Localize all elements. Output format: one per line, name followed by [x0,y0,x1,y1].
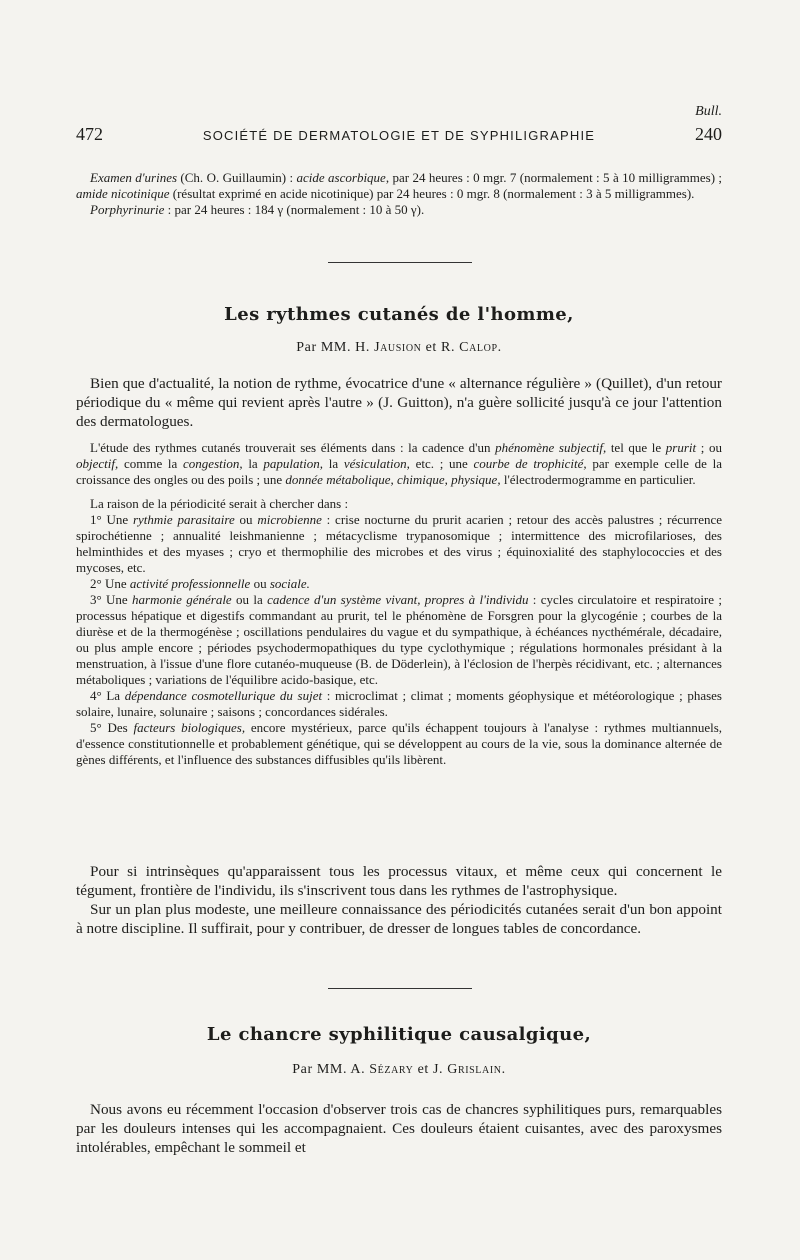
list-item: 2° Une activité professionnelle ou sociale. [90,576,310,591]
body-paragraph: L'étude des rythmes cutanés trouverait ses éléments dans : la cadence d'un phénomène subjectif, tel que le prurit ; ou objectif, comme la congestion, la papulation, la vésiculation, etc. ; une courbe de trophicité, par exemple celle de la croissance des ongles ou des poils ; une donnée métabolique, chimique, physique, l'électrodermogramme en particulier. [76,440,723,487]
body-paragraph: Nous avons eu récemment l'occasion d'observer trois cas de chancres syphilitiques purs, remarquables par les douleurs intenses qui les accompagnaient. Ces douleurs étaient cuisantes, avec des paroxysmes intolérables, empêchant le sommeil et [76,1101,722,1156]
article-body-small [76,440,722,768]
body-paragraph: La raison de la périodicité serait à chercher dans : [90,496,349,511]
list-item: 1° Une rythmie parasitaire ou microbienne : crise nocturne du prurit acarien ; retour des accès palustres ; récurrence spirochétienne ; annualité leishmanienne ; métacyclisme trypanosomique ; intermittence des microfilarioses, des helminthides et des myases ; cryo et thermophilie des microbes et des virus ; équinoxialité des staphylococcies et des mycoses, etc. [76,512,723,575]
page-number-left: 472 [76,124,103,144]
article-body [76,1100,722,1157]
intro-paragraph: Bien que d'actualité, la notion de rythme, évocatrice d'une « alternance régulière » (Quillet), d'un retour périodique du « même qui revient après l'autre » (J. Guitton), n'a guère sollicité jusqu'à ce jour l'attention des dermatologues. [76,375,722,430]
article-intro [76,374,722,431]
running-head [76,124,722,148]
page-number-right: 240 [695,124,722,144]
article-authors: Par MM. A. Sézary et J. Grislain. [292,1062,506,1077]
list-item: 4° La dépendance cosmotellurique du sujet : microclimat ; climat ; moments géophysique et météorologique ; phases solaire, lunaire, solunaire ; saisons ; concordances sidérales. [76,688,722,719]
article-title: Le chancre syphilitique causalgique, [206,1024,592,1045]
previous-article-notes [76,170,722,218]
urine-exam-paragraph: Examen d'urines (Ch. O. Guillaumin) : acide ascorbique, par 24 heures : 0 mgr. 7 (normalement : 5 à 10 milligrammes) ; amide nicotinique (résultat exprimé en acide nicotinique) par 24 heures : 0 mgr. 8 (normalement : 3 à 5 milligrammes). [76,170,723,201]
list-item: 5° Des facteurs biologiques, encore mystérieux, parce qu'ils échappent toujours à l'analyse : rythmes multiannuels, d'essence constitutionnelle et probablement génétique, qui se développent au cours de la vie, sous la dominance alternée de gènes différents, et l'influence des substances diffusibles qu'ils libèrent. [76,720,723,767]
porphyrinuria-paragraph: Porphyrinurie : par 24 heures : 184 γ (normalement : 10 à 50 γ). [90,202,425,217]
body-paragraph: Pour si intrinsèques qu'apparaissent tous les processus vitaux, et même ceux qui concernent le tégument, frontière de l'individu, ils s'inscrivent tous dans les rythmes de l'astrophysique. [76,863,722,899]
article-authors: Par MM. H. Jausion et R. Calop. [296,340,502,355]
journal-title: SOCIÉTÉ DE DERMATOLOGIE ET DE SYPHILIGRAPHIE [202,128,596,143]
list-item: 3° Une harmonie générale ou la cadence d'un système vivant, propres à l'individu : cycles circulatoire et respiratoire ; processus hépatique et digestifs commandant au prurit, tel le phénomène de Forsgren pour la glycogénie ; courbes de la diurèse et de la thermogénèse ; oscillations pendulaires du vague et du sympathique, à échéances nycthémérale, décadaire, ou plus ample encore ; périodes psychodermopathiques du type cyclothymique ; régulations hormonales présidant à la menstruation, à l'issue d'une flore cutanéo-muqueuse (B. de Döderlein), à l'éclosion de l'herpès récidivant, etc. ; alternances métaboliques ; variations de l'équilibre acido-basique, etc. [76,592,722,687]
section-divider [328,988,472,989]
article-conclusion [76,862,722,938]
body-paragraph: Sur un plan plus modeste, une meilleure connaissance des périodicités cutanées serait d'un bon appoint à notre discipline. Il suffirait, pour y contribuer, de dresser de longues tables de concordance. [76,901,722,937]
bulletin-marker: Bull. [695,104,722,119]
section-divider [328,262,472,263]
article-title: Les rythmes cutanés de l'homme, [224,304,574,325]
